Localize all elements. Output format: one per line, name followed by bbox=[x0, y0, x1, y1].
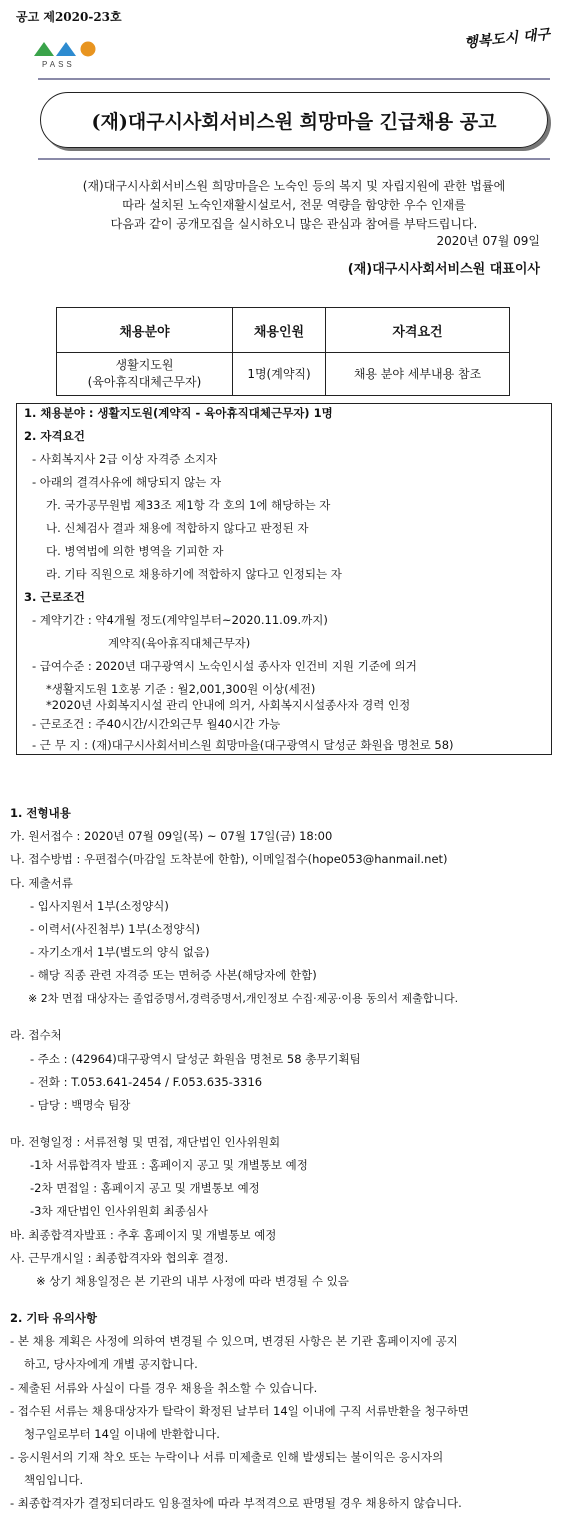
box-line: 1. 채용분야 : 생활지도원(계약직 - 육아휴직대체근무자) 1명 bbox=[24, 406, 333, 420]
issuer: (재)대구시사회서비스원 대표이사 bbox=[347, 262, 540, 277]
header-requirements: 자격요건 bbox=[326, 308, 510, 353]
text-line: - 주소 : (42964)대구광역시 달성군 화원읍 명천로 58 총무기획팀 bbox=[30, 1051, 361, 1066]
section-heading: 1. 전형내용 bbox=[10, 806, 71, 820]
title-box bbox=[40, 92, 548, 148]
pass-logo-text: PASS bbox=[42, 60, 75, 69]
text-line: - 접수된 서류는 채용대상자가 탈락이 확정된 날부터 14일 이내에 구직 서류반환을 청구하면 bbox=[10, 1403, 469, 1418]
table-row bbox=[57, 353, 510, 396]
box-line: 계약직(육아휴직대체근무자) bbox=[108, 636, 251, 650]
box-line: - 근로조건 : 주40시간/시간외근무 월40시간 가능 bbox=[32, 717, 281, 731]
daegu-slogan-logo: 행복도시 대구 bbox=[463, 26, 551, 52]
text-line: 라. 접수처 bbox=[10, 1028, 62, 1043]
box-line: - 급여수준 : 2020년 대구광역시 노숙인시설 종사자 인건비 지원 기준에 의거 bbox=[32, 659, 417, 673]
text-line: -1차 서류합격자 발표 : 홈페이지 공고 및 개별통보 예정 bbox=[30, 1158, 308, 1173]
text-line: 책임입니다. bbox=[24, 1473, 84, 1488]
box-line: 가. 국가공무원법 제33조 제1항 각 호의 1에 해당하는 자 bbox=[46, 498, 331, 512]
text-line: ※ 상기 채용일정은 본 기관의 내부 사정에 따라 변경될 수 있음 bbox=[36, 1273, 349, 1288]
page-title: (재)대구시사회서비스원 희망마을 긴급채용 공고 bbox=[91, 110, 497, 133]
cell-requirements: 채용 분야 세부내용 참조 bbox=[326, 353, 510, 396]
text-line: - 담당 : 백명숙 팀장 bbox=[30, 1097, 131, 1112]
top-rule bbox=[38, 78, 550, 80]
cell-field-line: (육아휴직대체근무자) bbox=[87, 375, 202, 389]
text-line: - 입사지원서 1부(소정양식) bbox=[30, 898, 169, 913]
text-line: - 응시원서의 기재 착오 또는 누락이나 서류 미제출로 인해 발생되는 불이익은 응시자의 bbox=[10, 1450, 444, 1465]
text-line: - 최종합격자가 결정되더라도 임용절차에 따라 부적격으로 판명될 경우 채용하지 않습니다. bbox=[10, 1496, 462, 1511]
intro-line: 다음과 같이 공개모집을 실시하오니 많은 관심과 참여를 부탁드립니다. bbox=[110, 217, 478, 231]
cell-field-line: 생활지도원 bbox=[115, 358, 174, 372]
cell-field bbox=[57, 353, 233, 396]
text-line: 청구일로부터 14일 이내에 반환합니다. bbox=[24, 1426, 220, 1441]
box-line: - 아래의 결격사유에 해당되지 않는 자 bbox=[32, 475, 222, 489]
recruitment-table bbox=[56, 307, 510, 396]
text-line: - 자기소개서 1부(별도의 양식 없음) bbox=[30, 945, 210, 959]
text-line: - 이력서(사진첨부) 1부(소정양식) bbox=[30, 921, 201, 936]
cell-count: 1명(계약직) bbox=[233, 353, 326, 396]
intro-line: 따라 설치된 노숙인재활시설로서, 전문 역량을 함양한 우수 인재를 bbox=[122, 198, 466, 212]
text-line: 마. 전형일정 : 서류전형 및 면접, 재단법인 인사위원회 bbox=[10, 1134, 281, 1149]
text-line: 사. 근무개시일 : 최종합격자와 협의후 결정. bbox=[10, 1250, 229, 1265]
text-line: 바. 최종합격자발표 : 추후 홈페이지 및 개별통보 예정 bbox=[10, 1227, 277, 1242]
pass-logo bbox=[28, 36, 108, 72]
box-line: *생활지도원 1호봉 기준 : 월2,001,300원 이상(세전) bbox=[46, 682, 316, 696]
text-line: - 전화 : T.053.641-2454 / F.053.635-3316 bbox=[30, 1074, 263, 1089]
box-line: - 계약기간 : 약4개월 정도(계약일부터~2020.11.09.까지) bbox=[32, 613, 328, 627]
box-line: *2020년 사회복지시설 관리 안내에 의거, 사회복지시설종사자 경력 인정 bbox=[46, 698, 411, 712]
box-line: 2. 자격요건 bbox=[24, 429, 85, 443]
text-line: 다. 제출서류 bbox=[10, 875, 73, 890]
text-line: - 해당 직종 관련 자격증 또는 면허증 사본(해당자에 한함) bbox=[30, 968, 317, 983]
section-heading: 2. 기타 유의사항 bbox=[10, 1311, 98, 1326]
notice-date: 2020년 07월 09일 bbox=[436, 234, 540, 248]
notice-number: 공고 제2020-23호 bbox=[16, 10, 122, 24]
text-line: -2차 면접일 : 홈페이지 공고 및 개별통보 예정 bbox=[30, 1181, 260, 1196]
pass-logo-icon bbox=[28, 36, 108, 60]
text-line: 나. 접수방법 : 우편접수(마감일 도착분에 한함), 이메일접수(hope053@hanmail.net) bbox=[10, 852, 448, 867]
box-line: - 근 무 지 : (재)대구시사회서비스원 희망마을(대구광역시 달성군 화원읍 명천로 58) bbox=[32, 738, 454, 752]
header-count: 채용인원 bbox=[233, 308, 326, 353]
text-line: 하고, 당사자에게 개별 공지합니다. bbox=[24, 1357, 198, 1372]
text-line: - 제출된 서류와 사실이 다를 경우 채용을 취소할 수 있습니다. bbox=[10, 1380, 318, 1395]
text-line: - 본 채용 계획은 사정에 의하여 변경될 수 있으며, 변경된 사항은 본 기관 홈페이지에 공지 bbox=[10, 1334, 458, 1349]
text-line: 가. 원서접수 : 2020년 07월 09일(목) ~ 07월 17일(금) 18:00 bbox=[10, 829, 333, 844]
intro-line: (재)대구시사회서비스원 희망마을은 노숙인 등의 복지 및 자립지원에 관한 법률에 bbox=[82, 179, 506, 193]
box-line: 라. 기타 직원으로 채용하기에 적합하지 않다고 인정되는 자 bbox=[46, 567, 342, 581]
box-line: 나. 신체검사 결과 채용에 적합하지 않다고 판정된 자 bbox=[46, 521, 309, 535]
text-line: ※ 2차 면접 대상자는 졸업증명서,경력증명서,개인정보 수집·제공·이용 동의서 제출합니다. bbox=[28, 992, 459, 1006]
text-line: -3차 재단법인 인사위원회 최종심사 bbox=[30, 1204, 208, 1219]
box-line: 다. 병역법에 의한 병역을 기피한 자 bbox=[46, 544, 224, 558]
title-rule bbox=[38, 158, 550, 160]
header-field: 채용분야 bbox=[57, 308, 233, 353]
box-line: 3. 근로조건 bbox=[24, 590, 85, 604]
box-line: - 사회복지사 2급 이상 자격증 소지자 bbox=[32, 452, 218, 466]
table-header-row bbox=[57, 308, 510, 353]
